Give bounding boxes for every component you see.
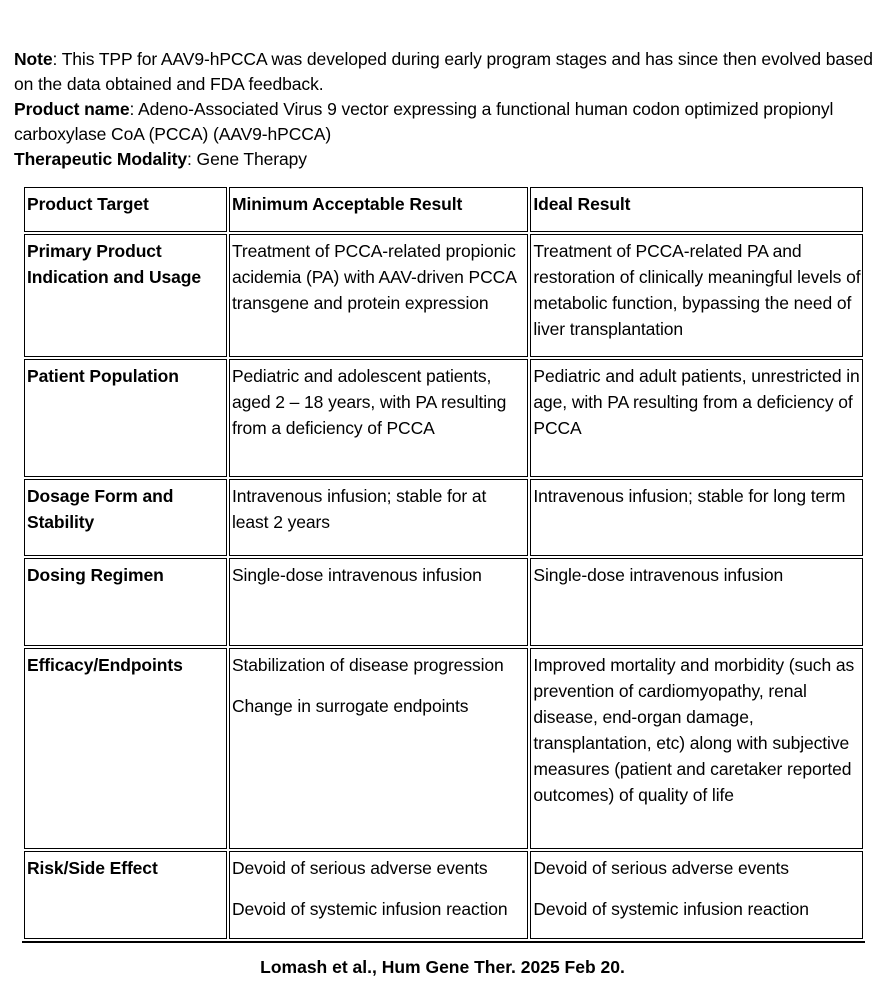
modality-line (14, 147, 876, 172)
tpp-intro (14, 47, 876, 172)
row-target: Risk/Side Effect (24, 851, 227, 939)
table-row (24, 479, 863, 556)
note-text: : This TPP for AAV9-hPCCA was developed during early program stages and has since then evolved based on the data obtained and FDA feedback. (14, 49, 873, 94)
row-minimum: Pediatric and adolescent patients, aged 2 – 18 years, with PA resulting from a deficiency of PCCA (229, 359, 528, 477)
table-header-row (24, 187, 863, 232)
product-name-label: Product name (14, 99, 130, 119)
table-row (24, 851, 863, 939)
table-row (24, 558, 863, 646)
minimum-item: Devoid of systemic infusion reaction (231, 899, 508, 919)
row-ideal: Improved mortality and morbidity (such as prevention of cardiomyopathy, renal disease, end-organ damage, transplantation, etc) along with subjective measures (patient and caretaker reported outcomes) of quality of life (530, 648, 863, 849)
row-minimum: Treatment of PCCA-related propionic acidemia (PA) with AAV-driven PCCA transgene and protein expression (229, 234, 528, 357)
ideal-item: Devoid of serious adverse events (533, 858, 789, 878)
row-ideal: Single-dose intravenous infusion (530, 558, 863, 646)
row-minimum (229, 648, 528, 849)
row-ideal: Intravenous infusion; stable for long term (530, 479, 863, 556)
modality-text: : Gene Therapy (187, 149, 307, 169)
row-target: Patient Population (24, 359, 227, 477)
row-minimum: Single-dose intravenous infusion (229, 558, 528, 646)
header-ideal-result: Ideal Result (530, 187, 863, 232)
row-minimum: Intravenous infusion; stable for at least 2 years (229, 479, 528, 556)
row-target: Efficacy/Endpoints (24, 648, 227, 849)
target-product-profile-table (22, 185, 865, 943)
row-ideal: Pediatric and adult patients, unrestricted in age, with PA resulting from a deficiency of PCCA (530, 359, 863, 477)
table-row (24, 648, 863, 849)
ideal-item: Devoid of systemic infusion reaction (533, 899, 809, 919)
header-minimum-result: Minimum Acceptable Result (229, 187, 528, 232)
minimum-item: Devoid of serious adverse events (231, 858, 488, 878)
minimum-item: Change in surrogate endpoints (231, 696, 469, 716)
citation: Lomash et al., Hum Gene Ther. 2025 Feb 20. (260, 957, 625, 977)
row-target: Primary Product Indication and Usage (24, 234, 227, 357)
row-minimum (229, 851, 528, 939)
row-ideal: Treatment of PCCA-related PA and restoration of clinically meaningful levels of metabolic function, bypassing the need of liver transplantation (530, 234, 863, 357)
table-row (24, 359, 863, 477)
product-name-text: : Adeno-Associated Virus 9 vector expressing a functional human codon optimized propionyl carboxylase CoA (PCCA) (AAV9-hPCCA) (14, 99, 834, 144)
row-target: Dosage Form and Stability (24, 479, 227, 556)
modality-label: Therapeutic Modality (14, 149, 188, 169)
note-label: Note (14, 49, 53, 69)
note-line (14, 47, 876, 97)
table-row (24, 234, 863, 357)
minimum-item: Stabilization of disease progression (231, 655, 504, 675)
product-name-line (14, 97, 876, 147)
header-product-target: Product Target (24, 187, 227, 232)
row-ideal (530, 851, 863, 939)
row-target: Dosing Regimen (24, 558, 227, 646)
